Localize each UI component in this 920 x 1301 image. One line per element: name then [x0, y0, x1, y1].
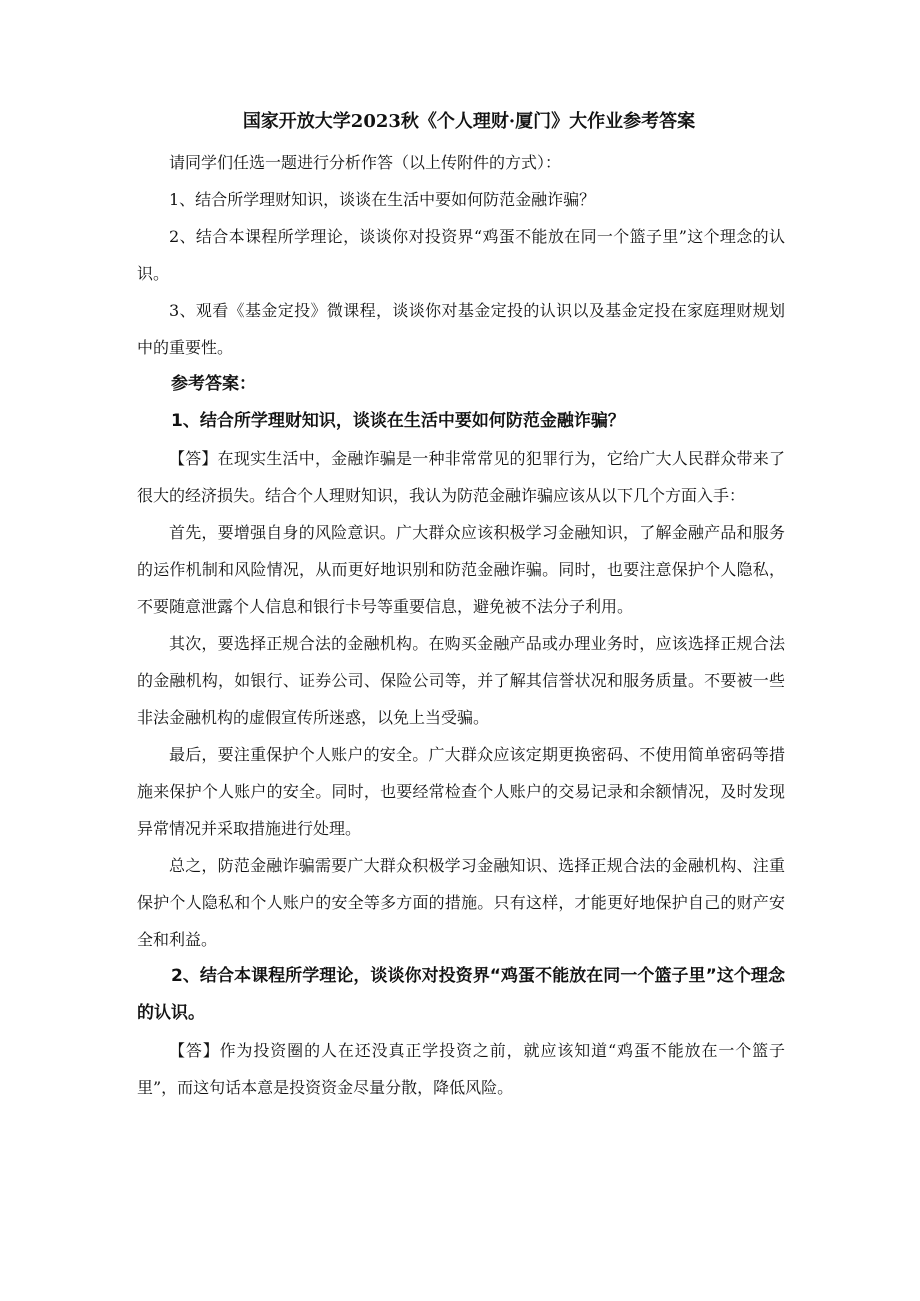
document-body — [137, 110, 785, 1106]
answer2-heading: 2、结合本课程所学理论，谈谈你对投资界“鸡蛋不能放在同一个篮子里”这个理念的认识。 — [137, 966, 785, 1023]
document-title: 国家开放大学2023秋《个人理财·厦门》大作业参考答案 — [242, 111, 696, 132]
instruction-text: 请同学们任选一题进行分析作答（以上传附件的方式）： — [169, 153, 562, 172]
answer1-paragraph: 首先，要增强自身的风险意识。广大群众应该积极学习金融知识，了解金融产品和服务的运作机制和风险情况，从而更好地识别和防范金融诈骗。同时，也要注意保护个人隐私，不要随意泄露个人信息和银行卡号等重要信息，避免被不法分子利用。 — [137, 523, 785, 616]
question-2: 2、结合本课程所学理论，谈谈你对投资界“鸡蛋不能放在同一个篮子里”这个理念的认识。 — [137, 227, 785, 283]
question-3: 3、观看《基金定投》微课程，谈谈你对基金定投的认识以及基金定投在家庭理财规划中的重要性。 — [137, 301, 785, 357]
answer-heading: 参考答案： — [171, 374, 256, 394]
answer2-paragraph: 【答】作为投资圈的人在还没真正学投资之前，就应该知道“鸡蛋不能放在一个篮子里”，而这句话本意是投资资金尽量分散，降低风险。 — [137, 1041, 785, 1097]
answer1-paragraph: 最后，要注重保护个人账户的安全。广大群众应该定期更换密码、不使用简单密码等措施来保护个人账户的安全。同时，也要经常检查个人账户的交易记录和余额情况，及时发现异常情况并采取措施进行处理。 — [137, 745, 785, 838]
answer1-heading: 1、结合所学理财知识，谈谈在生活中要如何防范金融诈骗？ — [171, 411, 625, 431]
answer1-paragraph: 【答】在现实生活中，金融诈骗是一种非常常见的犯罪行为，它给广大人民群众带来了很大的经济损失。结合个人理财知识，我认为防范金融诈骗应该从以下几个方面入手： — [137, 449, 785, 505]
answer1-paragraph: 其次，要选择正规合法的金融机构。在购买金融产品或办理业务时，应该选择正规合法的金融机构，如银行、证券公司、保险公司等，并了解其信誉状况和服务质量。不要被一些非法金融机构的虚假宣传所迷惑，以免上当受骗。 — [137, 634, 785, 727]
answer1-paragraph: 总之，防范金融诈骗需要广大群众积极学习金融知识、选择正规合法的金融机构、注重保护个人隐私和个人账户的安全等多方面的措施。只有这样，才能更好地保护自己的财产安全和利益。 — [137, 856, 785, 949]
question-1: 1、结合所学理财知识，谈谈在生活中要如何防范金融诈骗？ — [169, 190, 596, 209]
